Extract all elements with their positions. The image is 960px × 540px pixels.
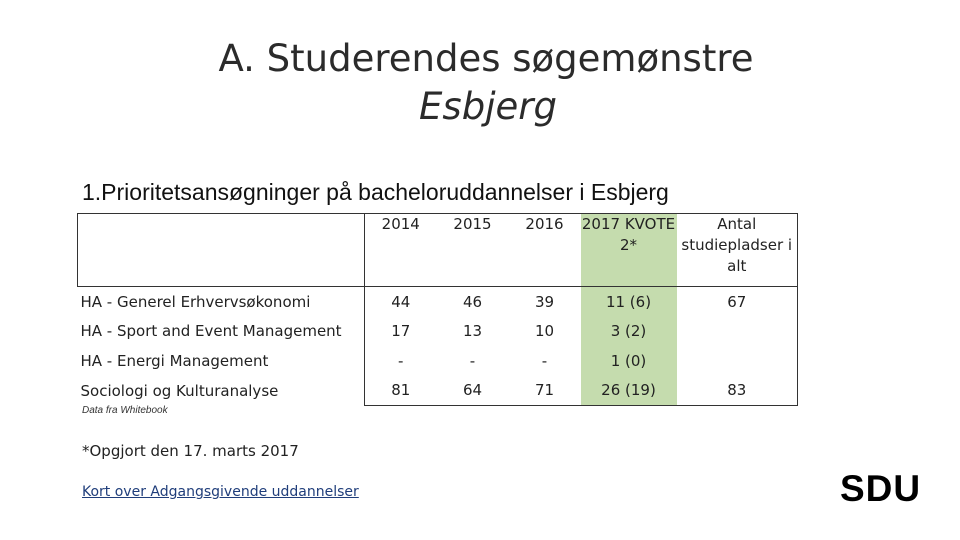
header-2014: 2014 bbox=[365, 214, 437, 287]
cell-2016: 71 bbox=[509, 376, 581, 406]
cell-2015: 64 bbox=[437, 376, 509, 406]
cell-total: 67 bbox=[677, 287, 798, 317]
sdu-logo: SDU bbox=[840, 468, 922, 509]
row-label: HA - Generel Erhvervsøkonomi bbox=[80, 292, 311, 311]
table-row bbox=[78, 287, 798, 317]
cell-2014: 44 bbox=[365, 287, 437, 317]
cell-total bbox=[677, 317, 798, 347]
row-label: HA - Energi Management bbox=[80, 351, 269, 370]
row-label: HA - Sport and Event Management bbox=[80, 322, 342, 341]
cell-2015: 13 bbox=[462, 322, 483, 341]
cell-2016: 10 bbox=[534, 322, 555, 341]
cell-2014: 17 bbox=[365, 317, 437, 347]
header-2016: 2016 bbox=[509, 214, 581, 287]
table-header-row bbox=[78, 214, 798, 287]
header-total-seats: Antal studiepladser i alt bbox=[677, 214, 798, 287]
cell-total: 83 bbox=[677, 376, 798, 406]
cell-2014: 81 bbox=[365, 376, 437, 406]
header-2017-kvote2: 2017 KVOTE 2* bbox=[581, 214, 677, 287]
admission-map-link[interactable]: Kort over Adgangsgivende uddannelser bbox=[82, 484, 359, 500]
cell-2014: - bbox=[365, 346, 437, 376]
slide-subtitle: Esbjerg bbox=[419, 85, 557, 128]
cell-2017: 26 (19) bbox=[581, 376, 677, 406]
cell-2015: - bbox=[469, 351, 476, 370]
section-heading: 1.Prioritetsansøgninger på bacheloruddannelser i Esbjerg bbox=[82, 179, 669, 205]
cell-2017: 3 (2) bbox=[581, 317, 677, 347]
footnote: *Opgjort den 17. marts 2017 bbox=[82, 442, 299, 460]
source-note: Data fra Whitebook bbox=[82, 405, 168, 416]
header-2015: 2015 bbox=[437, 214, 509, 287]
table-row bbox=[78, 346, 798, 376]
table-row bbox=[78, 317, 798, 347]
cell-2015: 46 bbox=[462, 292, 483, 311]
cell-total bbox=[677, 346, 798, 376]
cell-2016: - bbox=[541, 351, 548, 370]
slide-title: A. Studerendes søgemønstre bbox=[218, 37, 754, 80]
cell-2016: 39 bbox=[534, 292, 555, 311]
cell-2017: 11 (6) bbox=[581, 287, 677, 317]
header-empty-cell bbox=[78, 214, 365, 287]
table-row bbox=[78, 376, 798, 406]
cell-2017: 1 (0) bbox=[581, 346, 677, 376]
applications-table bbox=[77, 213, 798, 406]
row-label: Sociologi og Kulturanalyse bbox=[80, 381, 279, 400]
